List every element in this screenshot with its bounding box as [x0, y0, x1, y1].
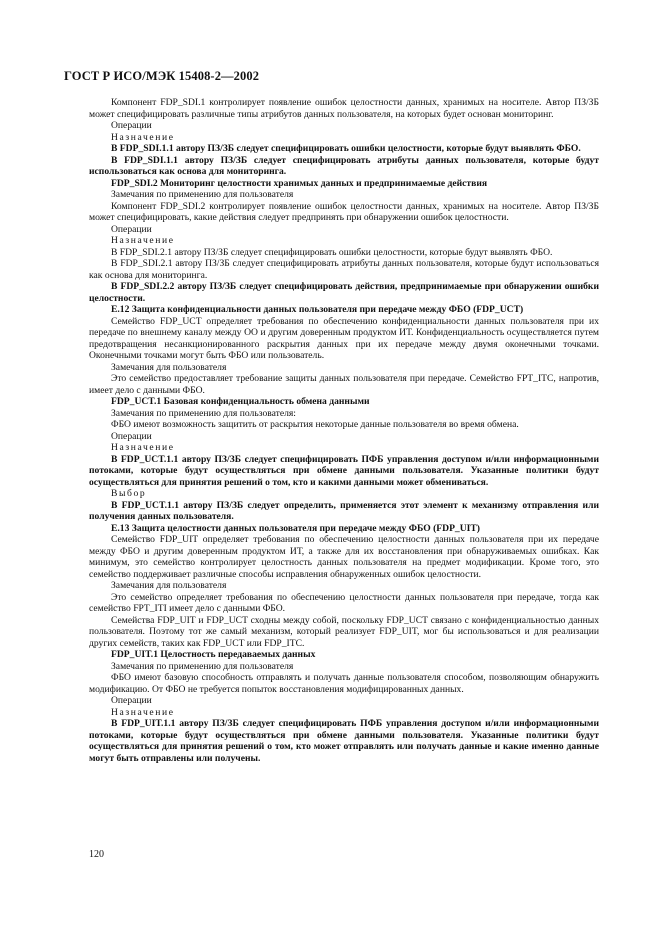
paragraph: Замечания по применению для пользователя:: [111, 407, 296, 419]
document-header: ГОСТ Р ИСО/МЭК 15408-2—2002: [64, 69, 260, 83]
spaced-label: Назначение: [111, 706, 175, 718]
paragraph: Это семейство предоставляет требование защиты данных пользователя при передаче. Семейство FPT_ITC, напротив, имеет дело с данными ФБО.: [89, 373, 599, 396]
spaced-label: Назначение: [111, 442, 175, 453]
spaced-label: Выбор: [111, 488, 147, 499]
document-body: [89, 97, 599, 764]
paragraph: Семейства FDP_UIT и FDP_UCT сходны между собой, поскольку FDP_UCT связано с конфиденциальностью данных пользователя. Поэтому тот же самый механизм, который реализует FDP_UIT, мог бы использоваться и для реализации других семейств, таких как FDP_UCT или FDP_ITC.: [89, 614, 599, 649]
paragraph: В FDP_SDI.2.1 автору ПЗ/ЗБ следует специфицировать ошибки целостности, которые будут выявлять ФБО.: [111, 246, 553, 258]
paragraph: Замечания для пользователя: [111, 361, 227, 373]
bold-paragraph: Е.12 Защита конфиденциальности данных пользователя при передаче между ФБО (FDP_UCT): [111, 304, 524, 315]
bold-paragraph: В FDP_SDI.2.2 автору ПЗ/ЗБ следует специфицировать действия, предпринимаемые при обнаружении ошибки целостности.: [89, 281, 599, 304]
paragraph: Компонент FDP_SDI.2 контролирует появление ошибок целостности данных, хранимых на носителе. Автор ПЗ/ЗБ может специфицировать, какие действия следует предпринять при обнаружении ошибок целостности.: [89, 200, 599, 223]
paragraph: ФБО имеют возможность защитить от раскрытия некоторые данные пользователя во время обмена.: [111, 419, 519, 430]
paragraph: Операции: [111, 223, 152, 235]
bold-paragraph: Е.13 Защита целостности данных пользователя при передаче между ФБО (FDP_UIT): [111, 522, 480, 534]
paragraph: Компонент FDP_SDI.1 контролирует появление ошибок целостности данных, хранимых на носителе. Автор ПЗ/ЗБ может специфицировать различные типы атрибутов данных пользователя, на которых будет основан мониторинг.: [89, 97, 599, 120]
page-number: 120: [89, 849, 104, 860]
spaced-label: Назначение: [111, 131, 175, 143]
bold-paragraph: В FDP_SDI.1.1 автору ПЗ/ЗБ следует специфицировать ошибки целостности, которые будут выявлять ФБО.: [111, 143, 581, 154]
bold-paragraph: FDP_UIT.1 Целостность передаваемых данных: [111, 649, 316, 660]
paragraph: ФБО имеют базовую способность отправлять и получать данные пользователя способом, позволяющим обнаружить модификацию. От ФБО не требуется попыток восстановления модифицированных данных.: [89, 672, 599, 695]
paragraph: Операции: [111, 120, 152, 131]
paragraph: Замечания по применению для пользователя: [111, 660, 294, 672]
bold-paragraph: FDP_UCT.1 Базовая конфиденциальность обмена данными: [111, 396, 370, 407]
bold-paragraph: В FDP_UCT.1.1 автору ПЗ/ЗБ следует специфицировать ПФБ управления доступом и/или информационными потоками, которые будут осуществляться при обмене данными пользователя. Указанные политики будут осуществляться для принятия решений о том, кто и какими данными может обмениваться.: [89, 453, 599, 488]
bold-paragraph: FDP_SDI.2 Мониторинг целостности хранимых данных и предпринимаемые действия: [111, 177, 488, 189]
bold-paragraph: В FDP_UIT.1.1 автору ПЗ/ЗБ следует специфицировать ПФБ управления доступом и/или информационными потоками, которые будут осуществляться при обмене данными пользователя. Указанные политики будут осуществляться для принятия решений о том, кто может отправлять или получать данные и какие именно данные могут быть отправлены или получены.: [89, 718, 599, 764]
paragraph: В FDP_SDI.2.1 автору ПЗ/ЗБ следует специфицировать атрибуты данных пользователя, которые будут использоваться как основа для мониторинга.: [89, 258, 599, 281]
paragraph: Операции: [111, 430, 152, 442]
paragraph: Семейство FDP_UIT определяет требования по обеспечению целостности данных пользователя при их передаче между ФБО и другим доверенным продуктом ИТ, а также для их восстановления при обнаруживаемых ошибках. Как минимум, это семейство контролирует целостность данных пользователя на предмет модификации. Кроме того, это семейство поддерживает различные способы исправления обнаруженных ошибок целостности.: [89, 534, 599, 580]
paragraph: Это семейство определяет требования по обеспечению целостности данных пользователя при передаче, тогда как семейство FPT_ITI имеет дело с данными ФБО.: [89, 591, 599, 614]
bold-paragraph: В FDP_UCT.1.1 автору ПЗ/ЗБ следует определить, применяется этот элемент к механизму отправления или получения данных пользователя.: [89, 499, 599, 522]
spaced-label: Назначение: [111, 235, 175, 246]
paragraph: Семейство FDP_UCT определяет требования по обеспечению конфиденциальности данных пользователя при их передаче по внешнему каналу между ОО и другим доверенным продуктом ИТ. Конфиденциальность осуществляется путем предотвращения несанкционированного раскрытия данных при их передаче между двумя оконечными точками. Оконечными точками могут быть ФБО или пользователь.: [89, 315, 599, 361]
paragraph: Замечания по применению для пользователя: [111, 189, 294, 200]
paragraph: Замечания для пользователя: [111, 580, 227, 591]
paragraph: Операции: [111, 695, 152, 706]
bold-paragraph: В FDP_SDI.1.1 автору ПЗ/ЗБ следует специфицировать атрибуты данных пользователя, которые будут использоваться как основа для мониторинга.: [89, 154, 599, 177]
